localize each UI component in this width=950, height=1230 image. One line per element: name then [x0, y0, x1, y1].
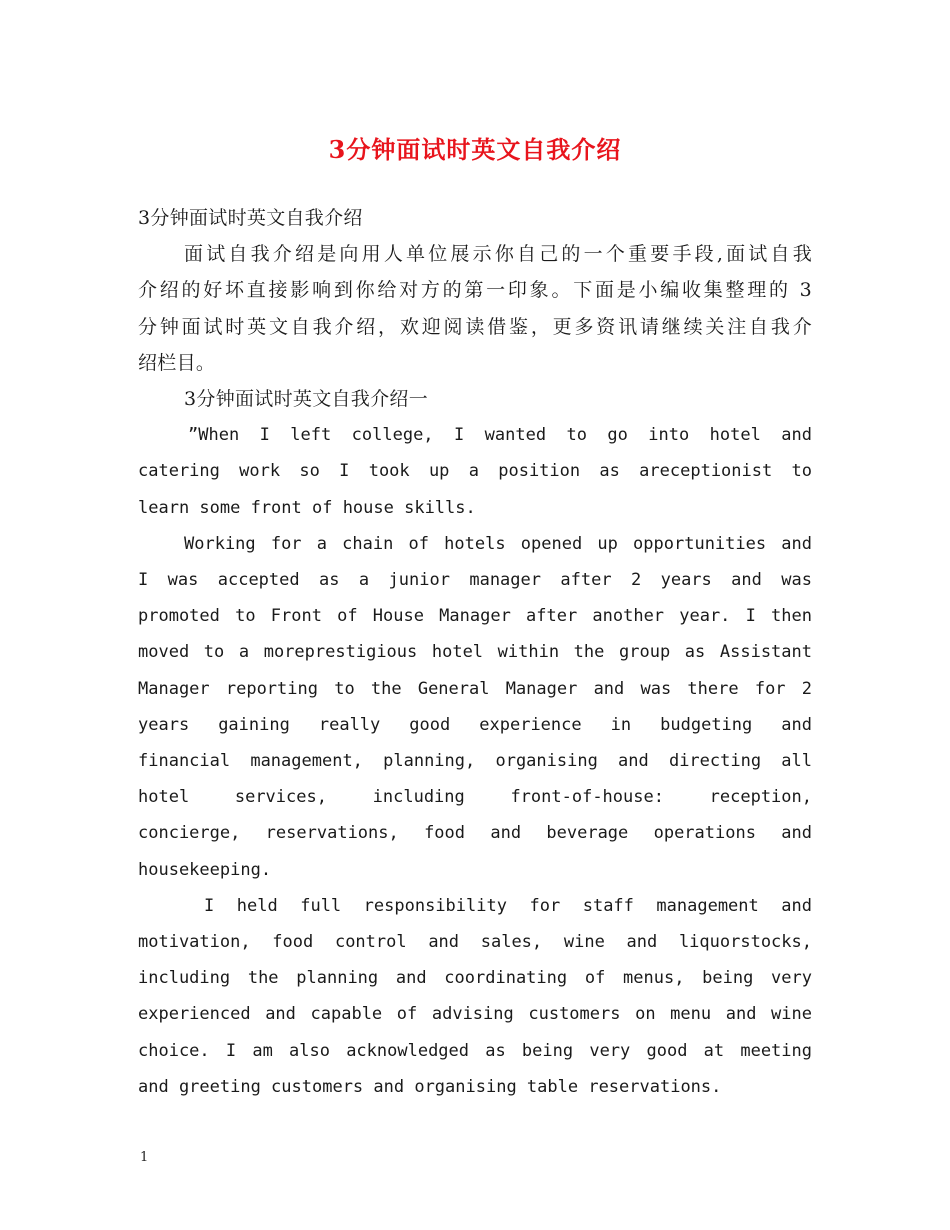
subtitle: 3分钟面试时英文自我介绍	[138, 207, 363, 229]
intro-line: 面试自我介绍是向用人单位展示你自己的一个重要手段,面试自我	[184, 243, 812, 266]
paragraph-line: including the planning and coordinating of menus, being very	[138, 968, 812, 989]
intro-line: 分钟面试时英文自我介绍，欢迎阅读借鉴，更多资讯请继续关注自我介	[138, 315, 812, 338]
paragraph-line: choice. I am also acknowledged as being very good at meeting	[138, 1040, 812, 1061]
document-title: 3分钟面试时英文自我介绍	[328, 135, 622, 164]
paragraph-line: housekeeping.	[138, 859, 272, 880]
paragraph-line: experienced and capable of advising customers on menu and wine	[138, 1004, 812, 1025]
paragraph-line: I held full responsibility for staff management and	[204, 895, 812, 916]
paragraph-line: and greeting customers and organising table reservations.	[138, 1076, 722, 1097]
document-body	[138, 200, 812, 1105]
intro-line: 介绍的好坏直接影响到你给对方的第一印象。下面是小编收集整理的 3	[138, 279, 812, 302]
paragraph-line: promoted to Front of House Manager after another year. I then	[138, 606, 812, 627]
intro-line: 绍栏目。	[138, 351, 216, 374]
paragraph-line: Manager reporting to the General Manager and was there for 2	[138, 678, 812, 699]
paragraph-line: I was accepted as a junior manager after 2 years and was	[138, 570, 812, 591]
paragraph-line: moved to a moreprestigious hotel within the group as Assistant	[138, 642, 812, 663]
paragraph-line: motivation, food control and sales, wine and liquorstocks,	[138, 932, 812, 953]
section-heading: 3分钟面试时英文自我介绍一	[184, 388, 428, 411]
paragraph-line: Working for a chain of hotels opened up opportunities and	[184, 533, 812, 554]
paragraph-line: ”When I left college, I wanted to go into hotel and	[188, 425, 812, 446]
paragraph-line: financial management, planning, organising and directing all	[138, 751, 812, 772]
paragraph-line: concierge, reservations, food and beverage operations and	[138, 823, 812, 844]
paragraph-line: catering work so I took up a position as areceptionist to	[138, 461, 812, 482]
paragraph-line: learn some front of house skills.	[138, 497, 476, 518]
paragraph-line: years gaining really good experience in budgeting and	[138, 714, 812, 735]
page-number: 1	[140, 1150, 149, 1165]
paragraph-line: hotel services, including front-of-house: reception,	[138, 787, 812, 808]
